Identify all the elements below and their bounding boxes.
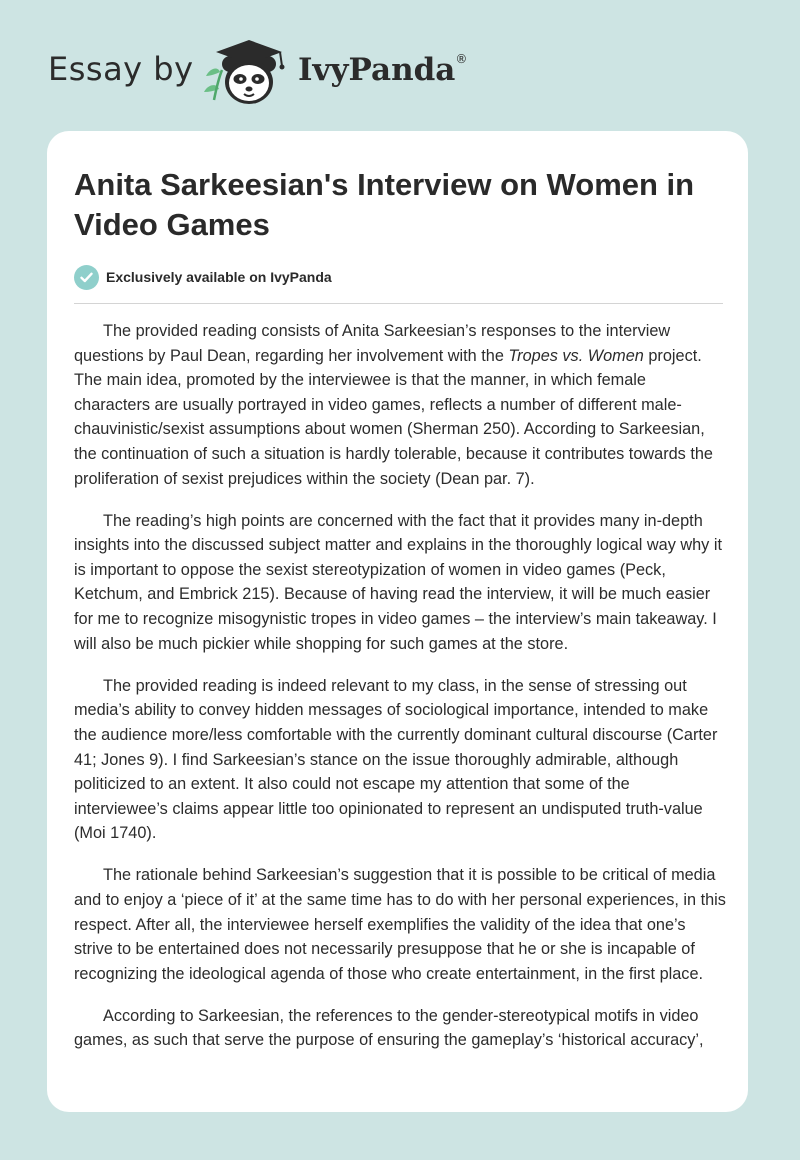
paragraph-text: According to Sarkeesian, the references to the gender-stereotypical motifs in video games, as such that serve the purpose of ensuring the gameplay’s ‘historical accuracy’, <box>74 1006 704 1050</box>
essay-body <box>74 319 726 1071</box>
brand-name[interactable] <box>298 52 467 88</box>
paragraph-text: The rationale behind Sarkeesian’s suggestion that it is possible to be critical of media and to enjoy a ‘piece of it’ at the same time has to do with her personal experiences, in this respect. After all, the interviewee herself exemplifies the validity of the idea that one’s strive to be entertained does not necessarily presuppose that he or she is incapable of recognizing the ideological agenda of those who create entertainment, in the first place. <box>74 866 726 983</box>
paragraph-text: The provided reading is indeed relevant to my class, in the sense of stressing out media’s ability to convey hidden messages of sociological importance, intended to make the audience more/less comfortable with the currently dominant cultural discourse (Carter 41; Jones 9). I find Sarkeesian’s stance on the issue thoroughly admirable, although politicized to an extent. It also could not escape my attention that some of the interviewee’s claims appear little too opinionated to represent an undisputed truth-value (Moi 1740). <box>74 676 718 843</box>
panda-graduate-logo-icon[interactable] <box>200 34 296 110</box>
paragraph <box>74 319 726 491</box>
paragraph-text: project. The main idea, promoted by the interviewee is that the manner, in which female characters are usually portrayed in video games, reflects a number of different male-chauvinistic/sexist assumptions about women (Sherman 250). According to Sarkeesian, the continuation of such a situation is hardly tolerable, because it contributes towards the proliferation of sexist prejudices within the society (Dean par. 7). <box>74 346 713 488</box>
paragraph <box>74 674 726 846</box>
paragraph-text: The provided reading consists of Anita Sarkeesian’s responses to the interview questions by Paul Dean, regarding her involvement with the <box>74 322 671 365</box>
exclusive-badge-label: Exclusively available on IvyPanda <box>106 269 332 285</box>
brand-text: IvyPanda <box>298 52 456 88</box>
italic-title: Tropes vs. Women <box>508 346 644 365</box>
paragraph <box>74 509 726 657</box>
site-header <box>0 0 800 130</box>
exclusive-badge <box>74 263 332 291</box>
paragraph <box>74 863 726 986</box>
essay-card <box>47 131 748 1112</box>
registered-mark: ® <box>455 51 468 66</box>
paragraph <box>74 1004 726 1053</box>
essay-by-label: Essay by <box>48 50 194 88</box>
title-divider <box>74 303 723 304</box>
essay-title: Anita Sarkeesian's Interview on Women in Video Games <box>74 167 695 242</box>
paragraph-text: The reading’s high points are concerned with the fact that it provides many in-depth insights into the discussed subject matter and explains in the thoroughly logical way why it is important to oppose the sexist stereotypization of women in video games (Peck, Ketchum, and Embrick 215). Because of having read the interview, it will be much easier for me to recognize misogynistic tropes in video games – the interview’s main takeaway. I will also be much pickier while shopping for such games at the store. <box>74 511 722 653</box>
check-icon <box>74 265 99 290</box>
